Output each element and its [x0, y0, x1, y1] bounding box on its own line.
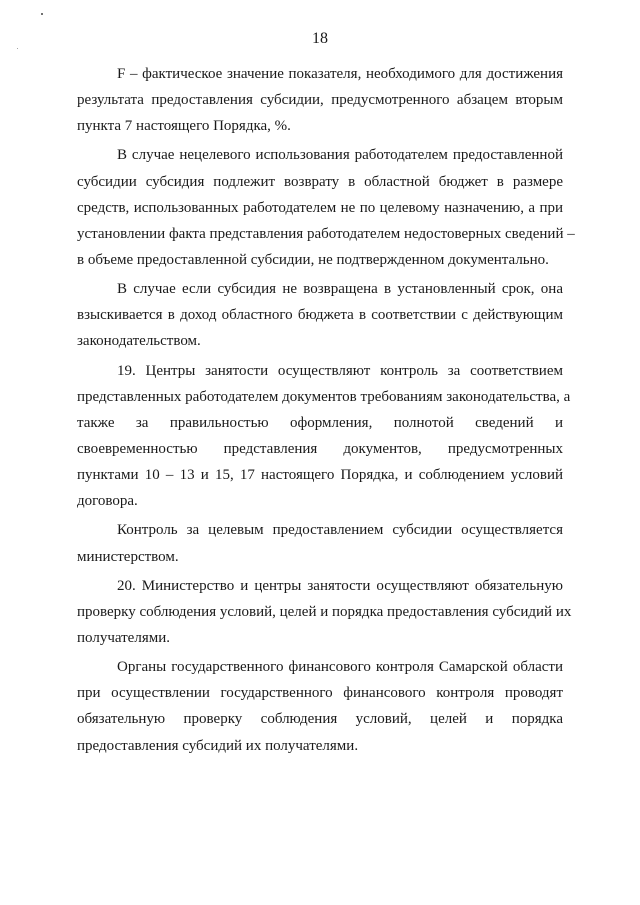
paragraph-line: В случае если субсидия не возвращена в установленный срок, она — [117, 281, 563, 298]
paragraph-line: министерством. — [77, 548, 179, 565]
paragraph-line: установлении факта представления работодателем недостоверных сведений – — [77, 225, 575, 242]
paragraph-line: законодательством. — [77, 333, 201, 350]
paragraph-line: представленных работодателем документов требованиям законодательства, а — [77, 388, 571, 405]
paragraph — [77, 276, 563, 354]
paragraph-line: также за правильностью оформления, полнотой сведений и — [77, 414, 563, 431]
paragraph-line: договора. — [77, 493, 138, 510]
paragraph-line: Органы государственного финансового контроля Самарской области — [117, 659, 563, 676]
paragraph-line: В случае нецелевого использования работодателем предоставленной — [117, 147, 563, 164]
paragraph-line: обязательную проверку соблюдения условий, целей и порядка — [77, 711, 563, 728]
paragraph-line: субсидии субсидия подлежит возврату в областной бюджет в размере — [77, 173, 563, 190]
paragraph-line: пунктами 10 – 13 и 15, 17 настоящего Порядка, и соблюдением условий — [77, 467, 563, 484]
scan-speck — [17, 48, 18, 49]
paragraph — [77, 142, 575, 273]
document-body — [77, 61, 575, 762]
paragraph-line: получателями. — [77, 629, 170, 646]
paragraph-line: 20. Министерство и центры занятости осуществляют обязательную — [117, 577, 563, 594]
paragraph-line: проверку соблюдения условий, целей и порядка предоставления субсидий их — [77, 603, 572, 620]
paragraph-line: результата предоставления субсидии, предусмотренного абзацем вторым — [77, 92, 563, 109]
paragraph — [77, 61, 563, 139]
paragraph-line: в объеме предоставленной субсидии, не подтвержденном документально. — [77, 251, 549, 268]
paragraph-line: предоставления субсидий их получателями. — [77, 737, 359, 754]
paragraph-line: F – фактическое значение показателя, необходимого для достижения — [117, 66, 563, 82]
page-number: 18 — [312, 30, 328, 47]
paragraph-line: своевременностью представления документов, предусмотренных — [77, 440, 563, 457]
paragraph-line: 19. Центры занятости осуществляют контроль за соответствием — [117, 362, 563, 379]
paragraph — [77, 358, 571, 515]
paragraph — [77, 517, 563, 569]
paragraph-line: пункта 7 настоящего Порядка, %. — [77, 118, 291, 135]
paragraph — [77, 654, 563, 759]
paragraph-line: при осуществлении государственного финансового контроля проводят — [77, 685, 563, 702]
paragraph-line: средств, использованных работодателем не по целевому назначению, а при — [77, 199, 563, 216]
scan-speck — [41, 13, 43, 15]
paragraph-line: Контроль за целевым предоставлением субсидии осуществляется — [117, 522, 563, 539]
paragraph-line: взыскивается в доход областного бюджета в соответствии с действующим — [77, 307, 563, 324]
paragraph — [77, 573, 572, 651]
